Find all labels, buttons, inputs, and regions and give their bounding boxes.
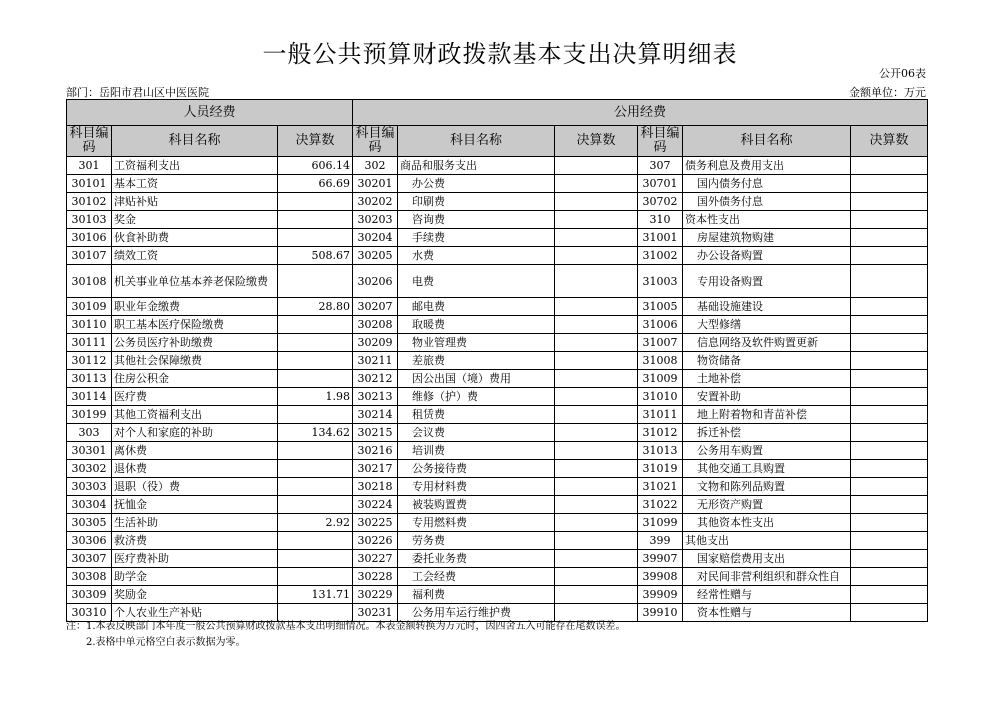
amount-cell [555,370,638,388]
amount-cell [555,175,638,193]
subject-code-cell: 30203 [353,211,398,229]
column-header-amount: 决算数 [555,126,638,157]
subject-code-cell: 31021 [638,478,683,496]
amount-cell: 131.71 [278,586,353,604]
subject-name-cell: 公务接待费 [398,460,555,478]
amount-cell [278,460,353,478]
page-title: 一般公共预算财政拨款基本支出决算明细表 [262,40,738,68]
subject-code-cell: 399 [638,532,683,550]
subject-name-cell: 离休费 [112,442,278,460]
table-row [67,478,928,496]
amount-cell [555,532,638,550]
amount-cell [555,247,638,265]
subject-code-cell: 30229 [353,586,398,604]
notes [66,619,626,651]
table-row [67,388,928,406]
subject-code-cell: 30201 [353,175,398,193]
amount-cell [555,298,638,316]
subject-name-cell: 其他交通工具购置 [683,460,851,478]
amount-cell [851,157,928,175]
column-header-code: 科目编码 [67,126,112,157]
subject-code-cell: 30103 [67,211,112,229]
subject-name-cell: 住房公积金 [112,370,278,388]
subject-name-cell: 取暖费 [398,316,555,334]
subject-name-cell: 退休费 [112,460,278,478]
table-row [67,316,928,334]
amount-cell [851,211,928,229]
amount-cell [555,460,638,478]
amount-cell [555,442,638,460]
subject-name-cell: 物资储备 [683,352,851,370]
table-row [67,496,928,514]
amount-cell [851,514,928,532]
subject-code-cell: 30701 [638,175,683,193]
amount-cell [278,550,353,568]
table-row [67,334,928,352]
subject-code-cell: 307 [638,157,683,175]
subject-code-cell: 310 [638,211,683,229]
amount-cell [851,424,928,442]
table-row [67,247,928,265]
amount-cell [851,265,928,298]
subject-code-cell: 31019 [638,460,683,478]
subject-name-cell: 物业管理费 [398,334,555,352]
column-header-name: 科目名称 [112,126,278,157]
subject-code-cell: 30306 [67,532,112,550]
amount-cell [555,514,638,532]
subject-code-cell: 31006 [638,316,683,334]
table-row [67,370,928,388]
subject-code-cell: 30101 [67,175,112,193]
column-header-amount: 决算数 [851,126,928,157]
subject-name-cell: 经常性赠与 [683,586,851,604]
subject-code-cell: 30213 [353,388,398,406]
subject-code-cell: 302 [353,157,398,175]
subject-code-cell: 30301 [67,442,112,460]
table-row [67,229,928,247]
table-row [67,265,928,298]
amount-cell [851,388,928,406]
subject-name-cell: 伙食补助费 [112,229,278,247]
subject-code-cell: 31001 [638,229,683,247]
table-row [67,193,928,211]
subject-code-cell: 30106 [67,229,112,247]
amount-cell [851,316,928,334]
subject-name-cell: 生活补助 [112,514,278,532]
subject-code-cell: 31007 [638,334,683,352]
subject-name-cell: 助学金 [112,568,278,586]
table-row [67,532,928,550]
subject-name-cell: 退职（役）费 [112,478,278,496]
group-header-personnel: 人员经费 [67,100,353,126]
form-number: 公开06表 [879,67,926,80]
amount-cell [555,316,638,334]
table-row [67,514,928,532]
subject-name-cell: 其他资本性支出 [683,514,851,532]
amount-cell [851,229,928,247]
table-row [67,175,928,193]
amount-cell [278,334,353,352]
subject-name-cell: 公务员医疗补助缴费 [112,334,278,352]
amount-cell [851,298,928,316]
subject-name-cell: 职工基本医疗保险缴费 [112,316,278,334]
amount-cell: 1.98 [278,388,353,406]
amount-cell [851,478,928,496]
amount-cell [278,442,353,460]
subject-name-cell: 安置补助 [683,388,851,406]
subject-code-cell: 31005 [638,298,683,316]
subject-name-cell: 拆迁补偿 [683,424,851,442]
subject-name-cell: 差旅费 [398,352,555,370]
table-row [67,298,928,316]
subject-name-cell: 职业年金缴费 [112,298,278,316]
subject-code-cell: 30304 [67,496,112,514]
amount-cell [851,496,928,514]
subject-code-cell: 30225 [353,514,398,532]
amount-cell [851,586,928,604]
subject-code-cell: 31002 [638,247,683,265]
subject-name-cell: 无形资产购置 [683,496,851,514]
subject-code-cell: 30228 [353,568,398,586]
amount-cell [851,550,928,568]
amount-cell [555,586,638,604]
subject-name-cell: 对民间非营利组织和群众性自 [683,568,851,586]
amount-cell [851,175,928,193]
note-2: 2.表格中单元格空白表示数据为零。 [86,637,246,648]
subject-code-cell: 30212 [353,370,398,388]
subject-code-cell: 303 [67,424,112,442]
subject-name-cell: 个人农业生产补贴 [112,604,278,622]
amount-cell [555,550,638,568]
subject-name-cell: 租赁费 [398,406,555,424]
subject-code-cell: 30211 [353,352,398,370]
amount-cell [851,370,928,388]
subject-code-cell: 30202 [353,193,398,211]
note-1: 注：1.本表反映部门本年度一般公共预算财政拨款基本支出明细情况。本表金额转换为万元时，因四舍五入可能存在尾数误差。 [66,621,626,632]
subject-name-cell: 医疗费 [112,388,278,406]
column-header-code: 科目编码 [353,126,398,157]
table-row [67,406,928,424]
subject-code-cell: 31022 [638,496,683,514]
amount-cell [278,193,353,211]
subject-name-cell: 工资福利支出 [112,157,278,175]
table-row [67,211,928,229]
subject-name-cell: 公务用车运行维护费 [398,604,555,622]
subject-code-cell: 30208 [353,316,398,334]
subject-code-cell: 31099 [638,514,683,532]
amount-cell [278,496,353,514]
subject-code-cell: 30231 [353,604,398,622]
amount-cell: 2.92 [278,514,353,532]
subject-name-cell: 国内债务付息 [683,175,851,193]
subject-name-cell: 会议费 [398,424,555,442]
subject-name-cell: 大型修缮 [683,316,851,334]
subject-code-cell: 301 [67,157,112,175]
subject-name-cell: 对个人和家庭的补助 [112,424,278,442]
subject-name-cell: 印刷费 [398,193,555,211]
table-row [67,460,928,478]
subject-name-cell: 专用材料费 [398,478,555,496]
subject-name-cell: 抚恤金 [112,496,278,514]
subject-code-cell: 31008 [638,352,683,370]
amount-cell [851,604,928,622]
subject-name-cell: 专用燃料费 [398,514,555,532]
subject-code-cell: 30112 [67,352,112,370]
amount-cell [555,229,638,247]
subject-name-cell: 债务利息及费用支出 [683,157,851,175]
subject-name-cell: 其他支出 [683,532,851,550]
amount-unit-label: 金额单位：万元 [849,86,926,99]
amount-cell: 28.80 [278,298,353,316]
subject-name-cell: 国家赔偿费用支出 [683,550,851,568]
amount-cell [851,193,928,211]
subject-code-cell: 30227 [353,550,398,568]
group-header-public: 公用经费 [353,100,928,126]
amount-cell [555,568,638,586]
subject-name-cell: 劳务费 [398,532,555,550]
subject-code-cell: 30113 [67,370,112,388]
subject-name-cell: 房屋建筑物购建 [683,229,851,247]
subject-code-cell: 30199 [67,406,112,424]
subject-name-cell: 办公设备购置 [683,247,851,265]
subject-name-cell: 福利费 [398,586,555,604]
subject-name-cell: 商品和服务支出 [398,157,555,175]
subject-code-cell: 39907 [638,550,683,568]
amount-cell: 508.67 [278,247,353,265]
subject-name-cell: 培训费 [398,442,555,460]
subject-name-cell: 地上附着物和青苗补偿 [683,406,851,424]
subject-code-cell: 30309 [67,586,112,604]
subject-name-cell: 工会经费 [398,568,555,586]
amount-cell: 606.14 [278,157,353,175]
column-header-code: 科目编码 [638,126,683,157]
subject-name-cell: 委托业务费 [398,550,555,568]
subject-code-cell: 30226 [353,532,398,550]
subject-code-cell: 30310 [67,604,112,622]
amount-cell [851,352,928,370]
table-row [67,442,928,460]
subject-code-cell: 30303 [67,478,112,496]
amount-cell [278,568,353,586]
amount-cell [851,406,928,424]
subject-name-cell: 咨询费 [398,211,555,229]
amount-cell [278,532,353,550]
subject-code-cell: 31009 [638,370,683,388]
subject-code-cell: 31010 [638,388,683,406]
amount-cell [278,370,353,388]
subject-name-cell: 奖金 [112,211,278,229]
amount-cell [555,211,638,229]
expenditure-table [66,99,928,622]
subject-name-cell: 机关事业单位基本养老保险缴费 [112,265,278,298]
subject-code-cell: 30110 [67,316,112,334]
subject-name-cell: 信息网络及软件购置更新 [683,334,851,352]
subject-name-cell: 基础设施建设 [683,298,851,316]
table-row [67,568,928,586]
subject-name-cell: 其他社会保障缴费 [112,352,278,370]
subject-name-cell: 被装购置费 [398,496,555,514]
subject-code-cell: 39909 [638,586,683,604]
subject-code-cell: 30204 [353,229,398,247]
subject-name-cell: 资本性赠与 [683,604,851,622]
amount-cell [555,406,638,424]
amount-cell [278,229,353,247]
subject-name-cell: 资本性支出 [683,211,851,229]
subject-code-cell: 30108 [67,265,112,298]
subject-code-cell: 30218 [353,478,398,496]
subject-code-cell: 30111 [67,334,112,352]
amount-cell [555,265,638,298]
amount-cell [555,157,638,175]
subject-code-cell: 31012 [638,424,683,442]
table-row [67,424,928,442]
subject-code-cell: 30114 [67,388,112,406]
subject-code-cell: 30205 [353,247,398,265]
subject-name-cell: 土地补偿 [683,370,851,388]
amount-cell [851,334,928,352]
subject-code-cell: 30209 [353,334,398,352]
amount-cell [278,316,353,334]
subject-name-cell: 因公出国（境）费用 [398,370,555,388]
table-row [67,157,928,175]
amount-cell [278,406,353,424]
subject-code-cell: 30702 [638,193,683,211]
subject-name-cell: 电费 [398,265,555,298]
amount-cell [851,247,928,265]
subject-code-cell: 30305 [67,514,112,532]
amount-cell [555,193,638,211]
subject-name-cell: 公务用车购置 [683,442,851,460]
subject-code-cell: 30214 [353,406,398,424]
subject-code-cell: 30302 [67,460,112,478]
subject-name-cell: 办公费 [398,175,555,193]
subject-code-cell: 31013 [638,442,683,460]
column-header-name: 科目名称 [683,126,851,157]
table-row [67,586,928,604]
subject-name-cell: 水费 [398,247,555,265]
amount-cell [851,532,928,550]
subject-code-cell: 30307 [67,550,112,568]
column-header-name: 科目名称 [398,126,555,157]
subject-name-cell: 专用设备购置 [683,265,851,298]
subject-name-cell: 国外债务付息 [683,193,851,211]
subject-code-cell: 31003 [638,265,683,298]
subject-code-cell: 30102 [67,193,112,211]
subject-code-cell: 30107 [67,247,112,265]
table-row [67,550,928,568]
amount-cell [555,352,638,370]
amount-cell [851,460,928,478]
subject-name-cell: 文物和陈列品购置 [683,478,851,496]
subject-code-cell: 30206 [353,265,398,298]
amount-cell [555,424,638,442]
subject-name-cell: 手续费 [398,229,555,247]
amount-cell [555,496,638,514]
subject-code-cell: 30207 [353,298,398,316]
amount-cell: 66.69 [278,175,353,193]
subject-code-cell: 31011 [638,406,683,424]
subject-name-cell: 其他工资福利支出 [112,406,278,424]
amount-cell [851,568,928,586]
subject-name-cell: 救济费 [112,532,278,550]
amount-cell: 134.62 [278,424,353,442]
amount-cell [555,388,638,406]
column-header-amount: 决算数 [278,126,353,157]
amount-cell [278,265,353,298]
subject-name-cell: 基本工资 [112,175,278,193]
subject-name-cell: 医疗费补助 [112,550,278,568]
subject-name-cell: 津贴补贴 [112,193,278,211]
amount-cell [851,442,928,460]
subject-code-cell: 30109 [67,298,112,316]
subject-code-cell: 39908 [638,568,683,586]
subject-code-cell: 30216 [353,442,398,460]
amount-cell [278,211,353,229]
amount-cell [278,478,353,496]
subject-code-cell: 39910 [638,604,683,622]
subject-name-cell: 邮电费 [398,298,555,316]
subject-code-cell: 30224 [353,496,398,514]
subject-name-cell: 奖励金 [112,586,278,604]
amount-cell [278,352,353,370]
amount-cell [555,334,638,352]
subject-name-cell: 绩效工资 [112,247,278,265]
subject-code-cell: 30308 [67,568,112,586]
subject-name-cell: 维修（护）费 [398,388,555,406]
subject-code-cell: 30217 [353,460,398,478]
table-row [67,352,928,370]
department-label: 部门：岳阳市君山区中医医院 [66,86,209,99]
amount-cell [555,478,638,496]
subject-code-cell: 30215 [353,424,398,442]
